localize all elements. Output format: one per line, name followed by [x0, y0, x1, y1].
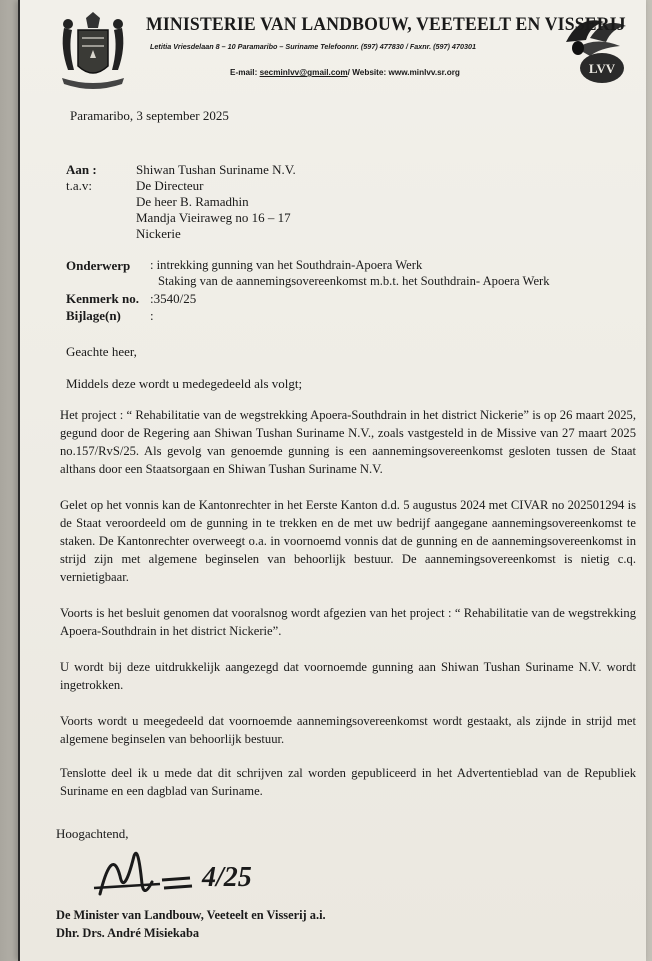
- body-paragraph: U wordt bij deze uitdrukkelijk aangezegd dat voornoemde gunning aan Shiwan Tushan Suriname N.V. wordt ingetrokken.: [60, 660, 636, 692]
- date-line: Paramaribo, 3 september 2025: [70, 108, 229, 123]
- subject-label: Onderwerp: [66, 258, 131, 273]
- signature-date-note: 4/25: [202, 862, 252, 893]
- bijlage-value: :: [150, 308, 154, 323]
- body-paragraph: Voorts wordt u meegedeeld dat voornoemde aannemingsovereenkomst wordt gestaakt, als zijnde in strijd met algemene beginselen van behoorlijk bestuur.: [60, 714, 636, 746]
- website-link[interactable]: www.minlvv.sr.org: [388, 68, 460, 77]
- signatory-name: Dhr. Drs. André Misiekaba: [56, 926, 200, 940]
- signatory-title: De Minister van Landbouw, Veeteelt en Visserij a.i.: [56, 908, 326, 922]
- recipient-line: De heer B. Ramadhin: [136, 194, 249, 209]
- kenmerk-label: Kenmerk no.: [66, 291, 139, 306]
- letter-page: [18, 0, 646, 961]
- handwritten-signature: [90, 836, 280, 906]
- email-label: E-mail:: [230, 68, 260, 77]
- recipient-line: De Directeur: [136, 178, 204, 193]
- aan-label: Aan :: [66, 162, 97, 177]
- subject-line-1: : intrekking gunning van het Southdrain-Apoera Werk: [150, 258, 423, 272]
- body-paragraph: Voorts is het besluit genomen dat vooralsnog wordt afgezien van het project : “ Rehabilitatie van de wegstrekking Apoera-Southdrain in het district Nickerie”.: [60, 606, 636, 638]
- ministry-address: Letitia Vriesdelaan 8 – 10 Paramaribo – Suriname Telefoonnr. (597) 477830 / Faxnr. (597) 470301: [150, 42, 477, 51]
- salutation: Geachte heer,: [66, 344, 137, 359]
- bijlage-label: Bijlage(n): [66, 308, 121, 323]
- tav-label: t.a.v:: [66, 178, 92, 193]
- closing: Hoogachtend,: [56, 826, 129, 841]
- ministry-title: MINISTERIE VAN LANDBOUW, VEETEELT EN VISSERIJ: [146, 14, 626, 35]
- lvv-logo-text: LVV: [588, 61, 616, 76]
- body-paragraph: Tenslotte deel ik u mede dat dit schrijven zal worden gepubliceerd in het Advertentieblad van de Republiek Suriname en een dagblad van Suriname.: [60, 766, 636, 798]
- website-label: / Website:: [347, 68, 389, 77]
- intro-line: Middels deze wordt u medegedeeld als volgt;: [66, 376, 303, 391]
- body-paragraph: Het project : “ Rehabilitatie van de wegstrekking Apoera-Southdrain in het district Nickerie” is op 26 maart 2025, gegund door de Regering aan Shiwan Tushan Suriname N.V., zoals vastgesteld in de Missive van 27 maart 2025 no.157/RvS/25. Als gevolg van genoemde gunning is een aannemingsovereenkomst gesloten tussen de Staat althans door een Staatsorgaan en Shiwan Tushan Suriname N.V.: [60, 408, 636, 476]
- body-paragraph: Gelet op het vonnis kan de Kantonrechter in het Eerste Kanton d.d. 5 augustus 2024 met CIVAR no 202501294 is de Staat veroordeeld om de gunning in te trekken en de met uw bedrijf aangegane aannemingsovereenkomst te staken. De Kantonrechter overweegt o.a. in voornoemd vonnis dat de gunning en de aannemingsovereenkomst in strijd zijn met algemene beginselen van behoorlijk bestuur. De aannemingsovereenkomst is nietig c.q. vernietigbaar.: [60, 498, 636, 584]
- kenmerk-value: :3540/25: [150, 291, 197, 306]
- contact-line: [230, 68, 460, 77]
- recipient-line: Mandja Vieiraweg no 16 – 17: [136, 210, 291, 225]
- coat-of-arms-icon: [56, 8, 130, 92]
- subject-line-2: Staking van de aannemingsovereenkomst m.b.t. het Southdrain- Apoera Werk: [158, 274, 550, 288]
- recipient-company: Shiwan Tushan Suriname N.V.: [136, 162, 296, 177]
- email-link[interactable]: secminlvv@gmail.com: [259, 68, 348, 77]
- recipient-line: Nickerie: [136, 226, 181, 241]
